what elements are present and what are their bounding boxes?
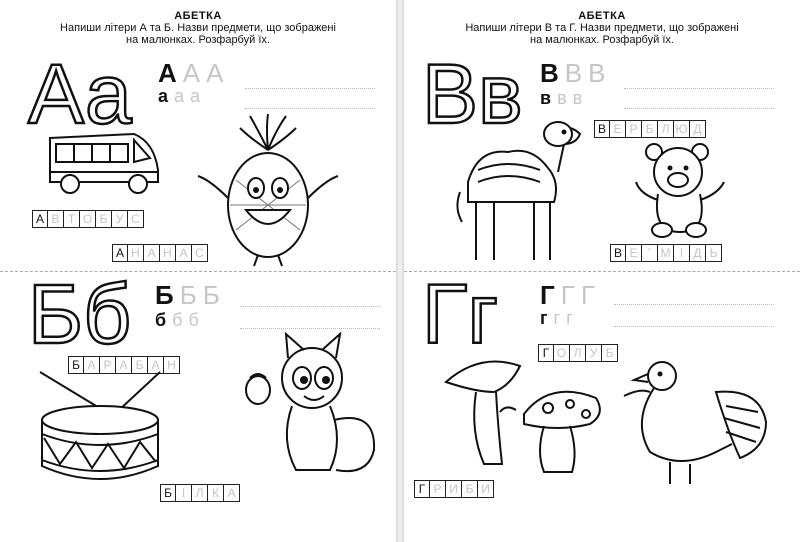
word-boxes-golub: Г О Л У Б — [538, 344, 618, 362]
right-instruction-1: Напиши літери В та Г. Назви предмети, що зображені — [465, 22, 739, 34]
word-boxes-hryby: Г Р И Б И — [414, 480, 494, 498]
pineapple-icon — [188, 110, 348, 270]
dotted-line — [614, 304, 774, 305]
dotted-line — [240, 328, 380, 329]
trace-row-lower-v: в в в — [540, 88, 583, 108]
dotted-line — [245, 88, 375, 89]
dotted-line — [614, 326, 774, 327]
camel-icon — [448, 112, 588, 264]
left-title: АБЕТКА — [174, 10, 222, 22]
left-page — [0, 0, 396, 542]
right-title: АБЕТКА — [578, 10, 626, 22]
word-boxes-avtobus: А В Т О Б У С — [32, 210, 144, 228]
bus-icon — [42, 128, 162, 198]
trace-row-upper-b: Б Б Б — [155, 280, 220, 310]
word-boxes-verblyud: В Е Р Б Л Ю Д — [594, 120, 706, 138]
left-instruction-1: Напиши літери А та Б. Назви предмети, що зображені — [60, 22, 336, 34]
squirrel-icon — [236, 330, 386, 480]
left-instruction-2: на малюнках. Розфарбуй їх. — [126, 34, 270, 46]
trace-row-lower-b: б б б — [155, 310, 199, 330]
mushrooms-icon — [440, 352, 610, 476]
big-letters-v: Вв — [422, 47, 523, 141]
right-header — [404, 10, 800, 46]
big-letters-a: Аа — [28, 47, 132, 141]
word-boxes-bilka: Б І Л К А — [160, 484, 240, 502]
drum-icon — [30, 368, 170, 488]
right-page — [404, 0, 800, 542]
big-letters-g: Гг — [422, 267, 499, 361]
dotted-line — [624, 108, 774, 109]
dotted-line — [240, 306, 380, 307]
bear-cub-icon — [630, 142, 730, 238]
trace-row-upper-v: В В В — [540, 58, 606, 88]
big-letters-b: Бб — [28, 267, 132, 361]
right-instruction-2: на малюнках. Розфарбуй їх. — [530, 34, 674, 46]
word-boxes-baraban: Б А Р А Б А Н — [68, 356, 180, 374]
trace-row-upper-g: Г Г Г — [540, 280, 595, 310]
trace-row-lower-a: а а а — [158, 86, 201, 106]
book-spine — [396, 0, 404, 542]
trace-row-lower-g: г г г — [540, 308, 573, 328]
trace-row-upper-a: А А А — [158, 58, 224, 88]
word-boxes-vedmid: В Е ´ М І Д Ь — [610, 244, 722, 262]
word-boxes-ananas: А Н А Н А С — [112, 244, 208, 262]
pigeon-icon — [620, 352, 770, 492]
dotted-line — [624, 88, 774, 89]
dotted-line — [245, 108, 375, 109]
left-header — [0, 10, 396, 46]
